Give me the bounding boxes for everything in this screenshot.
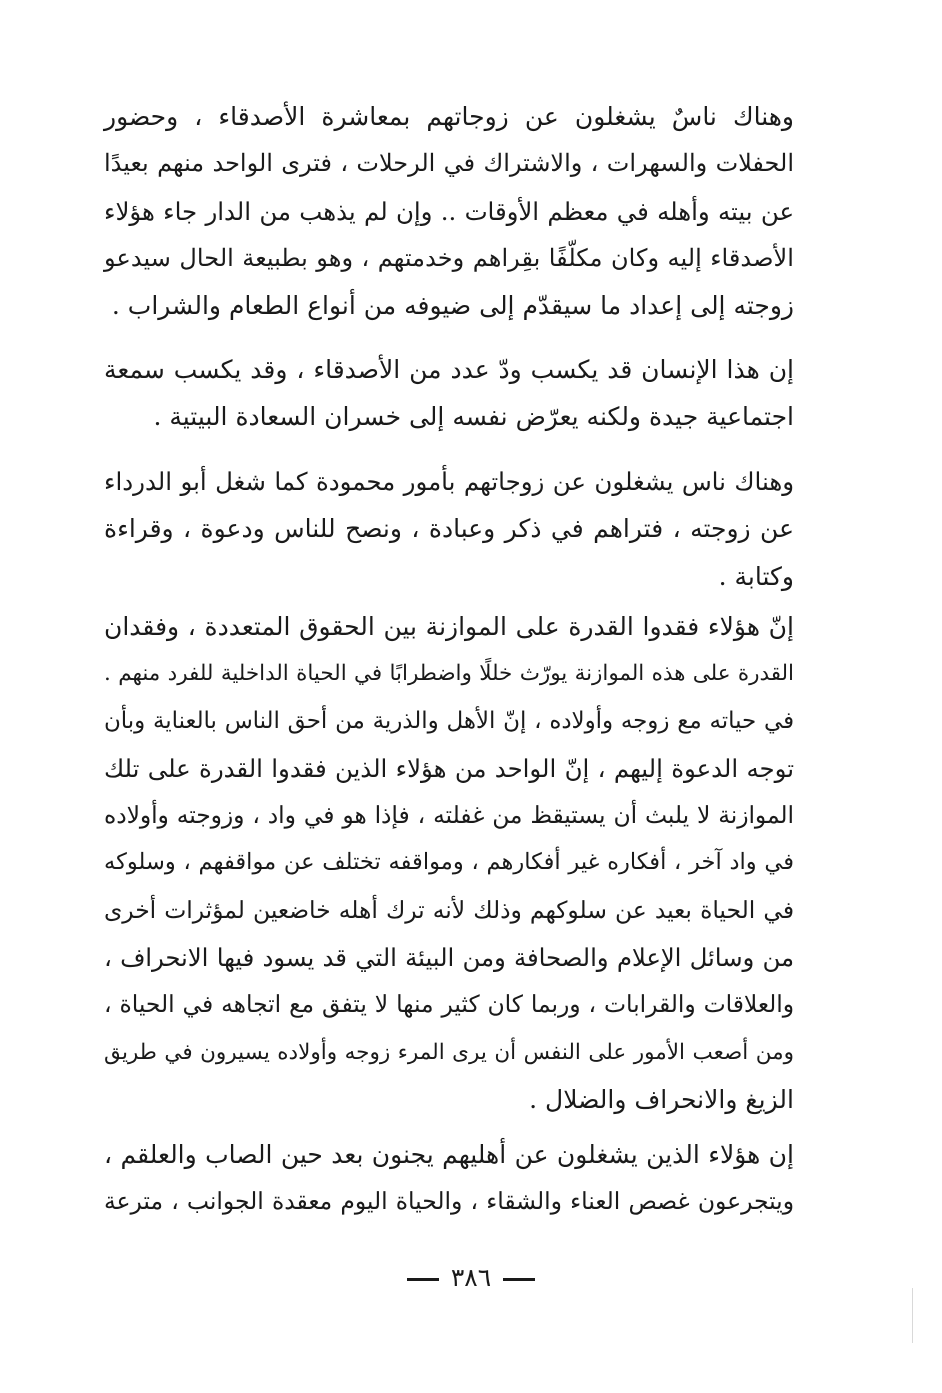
text-line: اجتماعية جيدة ولكنه يعرّض نفسه إلى خسران السعادة البيتية .: [153, 402, 794, 432]
paragraph-1: [104, 93, 794, 329]
text-line: الزيغ والانحراف والضلال .: [529, 1084, 794, 1114]
text-line: القدرة على هذه الموازنة يورّث خللًا واضطرابًا في الحياة الداخلية للفرد منهم .: [104, 661, 794, 687]
text-line: إنّ هؤلاء فقدوا القدرة على الموازنة بين الحقوق المتعددة ، وفقدان: [104, 612, 794, 641]
text-line: والعلاقات والقرابات ، وربما كان كثير منها لا يتفق مع اتجاهه في الحياة ،: [104, 990, 794, 1019]
text-line: عن بيته وأهله في معظم الأوقات .. وإن لم يذهب من الدار جاء هؤلاء: [104, 196, 794, 226]
text-line: من وسائل الإعلام والصحافة ومن البيئة التي قد يسود فيها الانحراف ،: [104, 943, 794, 973]
text-line: توجه الدعوة إليهم ، إنّ الواحد من هؤلاء الذين فقدوا القدرة على تلك: [104, 753, 794, 783]
text-line: وهناك ناس يشغلون عن زوجاتهم بأمور محمودة كما شغل أبو الدرداء: [104, 467, 794, 496]
page-number-value: ٣٨٦: [450, 1263, 492, 1292]
text-line: زوجته إلى إعداد ما سيقدّم إلى ضيوفه من أنواع الطعام والشراب .: [111, 291, 794, 321]
page-number-dash-left: [407, 1278, 439, 1281]
text-line: إن هذا الإنسان قد يكسب ودّ عدد من الأصدقاء ، وقد يكسب سمعة: [104, 355, 794, 384]
text-line: وكتابة .: [718, 561, 794, 591]
text-line: ويتجرعون غصص العناء والشقاء ، والحياة اليوم معقدة الجوانب ، مترعة: [104, 1187, 794, 1216]
paragraph-4: [104, 603, 794, 1123]
text-line: في حياته مع زوجه وأولاده ، إنّ الأهل والذرية من أحق الناس بالعناية وبأن: [104, 707, 794, 734]
text-line: الموازنة لا يلبث أن يستيقظ من غفلته ، فإذا هو في واد ، وزوجته وأولاده: [104, 802, 794, 830]
page-number: [0, 1258, 942, 1298]
paragraph-3: [104, 458, 794, 600]
text-line: في الحياة بعيد عن سلوكهم وذلك لأنه ترك أهله خاضعين لمؤثرات أخرى: [104, 895, 794, 924]
text-line: وهناك ناسٌ يشغلون عن زوجاتهم بمعاشرة الأصدقاء ، وحضور: [104, 102, 794, 131]
text-line: الحفلات والسهرات ، والاشتراك في الرحلات ، فترى الواحد منهم بعيدًا: [104, 149, 794, 178]
text-line: في واد آخر ، أفكاره غير أفكارهم ، ومواقفه تختلف عن مواقفهم ، وسلوكه: [104, 849, 794, 876]
text-line: عن زوجته ، فتراهم في ذكر وعبادة ، ونصح للناس ودعوة ، وقراءة: [104, 514, 794, 544]
text-line: الأصدقاء إليه وكان مكلّفًا بقِراهم وخدمتهم ، وهو بطبيعة الحال سيدعو: [104, 243, 794, 272]
paragraph-2: [104, 346, 794, 441]
text-line: ومن أصعب الأمور على النفس أن يرى المرء زوجه وأولاده يسيرون في طريق: [104, 1039, 794, 1065]
text-line: إن هؤلاء الذين يشغلون عن أهليهم يجنون بعد حين الصاب والعلقم ،: [104, 1140, 794, 1169]
page-number-dash-right: [503, 1278, 535, 1281]
scan-mark: [912, 1288, 913, 1343]
paragraph-5: [104, 1131, 794, 1226]
